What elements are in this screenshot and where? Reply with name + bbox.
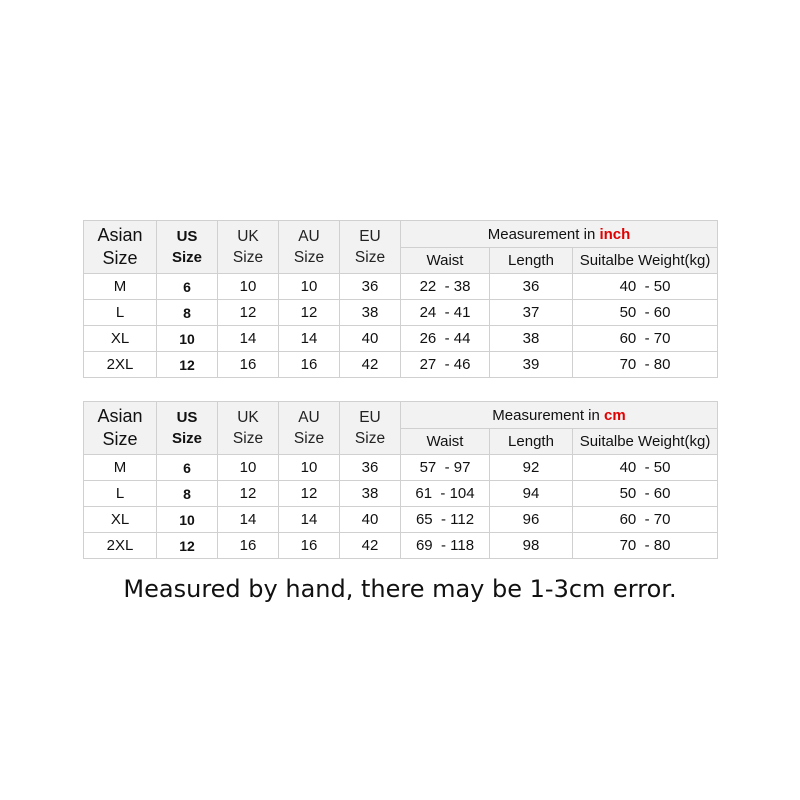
us-size-cell: 10 <box>157 326 218 352</box>
us-size-cell: 12 <box>157 533 218 559</box>
table-row <box>84 507 718 533</box>
weight-cell: 60 - 70 <box>573 326 718 352</box>
us-size-header: US Size <box>157 221 218 274</box>
waist-cell: 57 - 97 <box>401 455 490 481</box>
table-row <box>84 352 718 378</box>
eu-size-cell: 36 <box>340 455 401 481</box>
weight-cell: 60 - 70 <box>573 507 718 533</box>
length-cell: 37 <box>490 300 573 326</box>
eu-size-cell: 40 <box>340 326 401 352</box>
uk-size-header: UK Size <box>218 221 279 274</box>
au-size-cell: 16 <box>279 533 340 559</box>
us-size-cell: 12 <box>157 352 218 378</box>
weight-header: Suitalbe Weight(kg) <box>573 248 718 274</box>
au-size-header: AU Size <box>279 221 340 274</box>
unit-label: inch <box>599 225 631 243</box>
table-row <box>84 326 718 352</box>
waist-cell: 61 - 104 <box>401 481 490 507</box>
asian-size-cell: XL <box>84 326 157 352</box>
length-cell: 94 <box>490 481 573 507</box>
au-size-cell: 10 <box>279 455 340 481</box>
waist-cell: 69 - 118 <box>401 533 490 559</box>
length-cell: 96 <box>490 507 573 533</box>
asian-size-cell: 2XL <box>84 533 157 559</box>
waist-cell: 26 - 44 <box>401 326 490 352</box>
us-size-cell: 8 <box>157 300 218 326</box>
measurement-note: Measured by hand, there may be 1-3cm error. <box>123 575 677 603</box>
uk-size-cell: 12 <box>218 300 279 326</box>
length-header: Length <box>490 429 573 455</box>
waist-header: Waist <box>401 429 490 455</box>
table-row <box>84 455 718 481</box>
us-size-cell: 10 <box>157 507 218 533</box>
eu-size-cell: 38 <box>340 300 401 326</box>
eu-size-cell: 36 <box>340 274 401 300</box>
asian-size-cell: 2XL <box>84 352 157 378</box>
uk-size-cell: 16 <box>218 533 279 559</box>
us-size-cell: 6 <box>157 455 218 481</box>
weight-header: Suitalbe Weight(kg) <box>573 429 718 455</box>
table-row <box>84 533 718 559</box>
measurement-header: Measurement in inch <box>401 221 718 248</box>
uk-size-cell: 10 <box>218 455 279 481</box>
asian-size-cell: M <box>84 455 157 481</box>
weight-cell: 70 - 80 <box>573 352 718 378</box>
uk-size-cell: 12 <box>218 481 279 507</box>
waist-cell: 24 - 41 <box>401 300 490 326</box>
waist-cell: 65 - 112 <box>401 507 490 533</box>
uk-size-cell: 14 <box>218 507 279 533</box>
au-size-cell: 10 <box>279 274 340 300</box>
waist-cell: 22 - 38 <box>401 274 490 300</box>
length-cell: 38 <box>490 326 573 352</box>
length-cell: 39 <box>490 352 573 378</box>
unit-label: cm <box>604 406 626 424</box>
eu-size-cell: 42 <box>340 533 401 559</box>
weight-cell: 40 - 50 <box>573 274 718 300</box>
eu-size-cell: 38 <box>340 481 401 507</box>
us-size-cell: 8 <box>157 481 218 507</box>
waist-cell: 27 - 46 <box>401 352 490 378</box>
weight-cell: 70 - 80 <box>573 533 718 559</box>
length-cell: 98 <box>490 533 573 559</box>
us-size-cell: 6 <box>157 274 218 300</box>
uk-size-cell: 16 <box>218 352 279 378</box>
weight-cell: 50 - 60 <box>573 300 718 326</box>
au-size-cell: 16 <box>279 352 340 378</box>
asian-size-header: Asian Size <box>84 402 157 455</box>
au-size-cell: 14 <box>279 507 340 533</box>
size-table-cm <box>83 401 718 559</box>
au-size-cell: 12 <box>279 481 340 507</box>
us-size-header: US Size <box>157 402 218 455</box>
weight-cell: 40 - 50 <box>573 455 718 481</box>
eu-size-cell: 40 <box>340 507 401 533</box>
uk-size-cell: 10 <box>218 274 279 300</box>
eu-size-cell: 42 <box>340 352 401 378</box>
asian-size-cell: XL <box>84 507 157 533</box>
au-size-header: AU Size <box>279 402 340 455</box>
measurement-header: Measurement in cm <box>401 402 718 429</box>
asian-size-cell: L <box>84 300 157 326</box>
asian-size-cell: M <box>84 274 157 300</box>
au-size-cell: 14 <box>279 326 340 352</box>
uk-size-cell: 14 <box>218 326 279 352</box>
length-header: Length <box>490 248 573 274</box>
au-size-cell: 12 <box>279 300 340 326</box>
table-row <box>84 481 718 507</box>
waist-header: Waist <box>401 248 490 274</box>
eu-size-header: EU Size <box>340 402 401 455</box>
table-row <box>84 300 718 326</box>
asian-size-cell: L <box>84 481 157 507</box>
table-row <box>84 274 718 300</box>
weight-cell: 50 - 60 <box>573 481 718 507</box>
length-cell: 92 <box>490 455 573 481</box>
length-cell: 36 <box>490 274 573 300</box>
asian-size-header: Asian Size <box>84 221 157 274</box>
eu-size-header: EU Size <box>340 221 401 274</box>
uk-size-header: UK Size <box>218 402 279 455</box>
size-table-inch <box>83 220 718 378</box>
